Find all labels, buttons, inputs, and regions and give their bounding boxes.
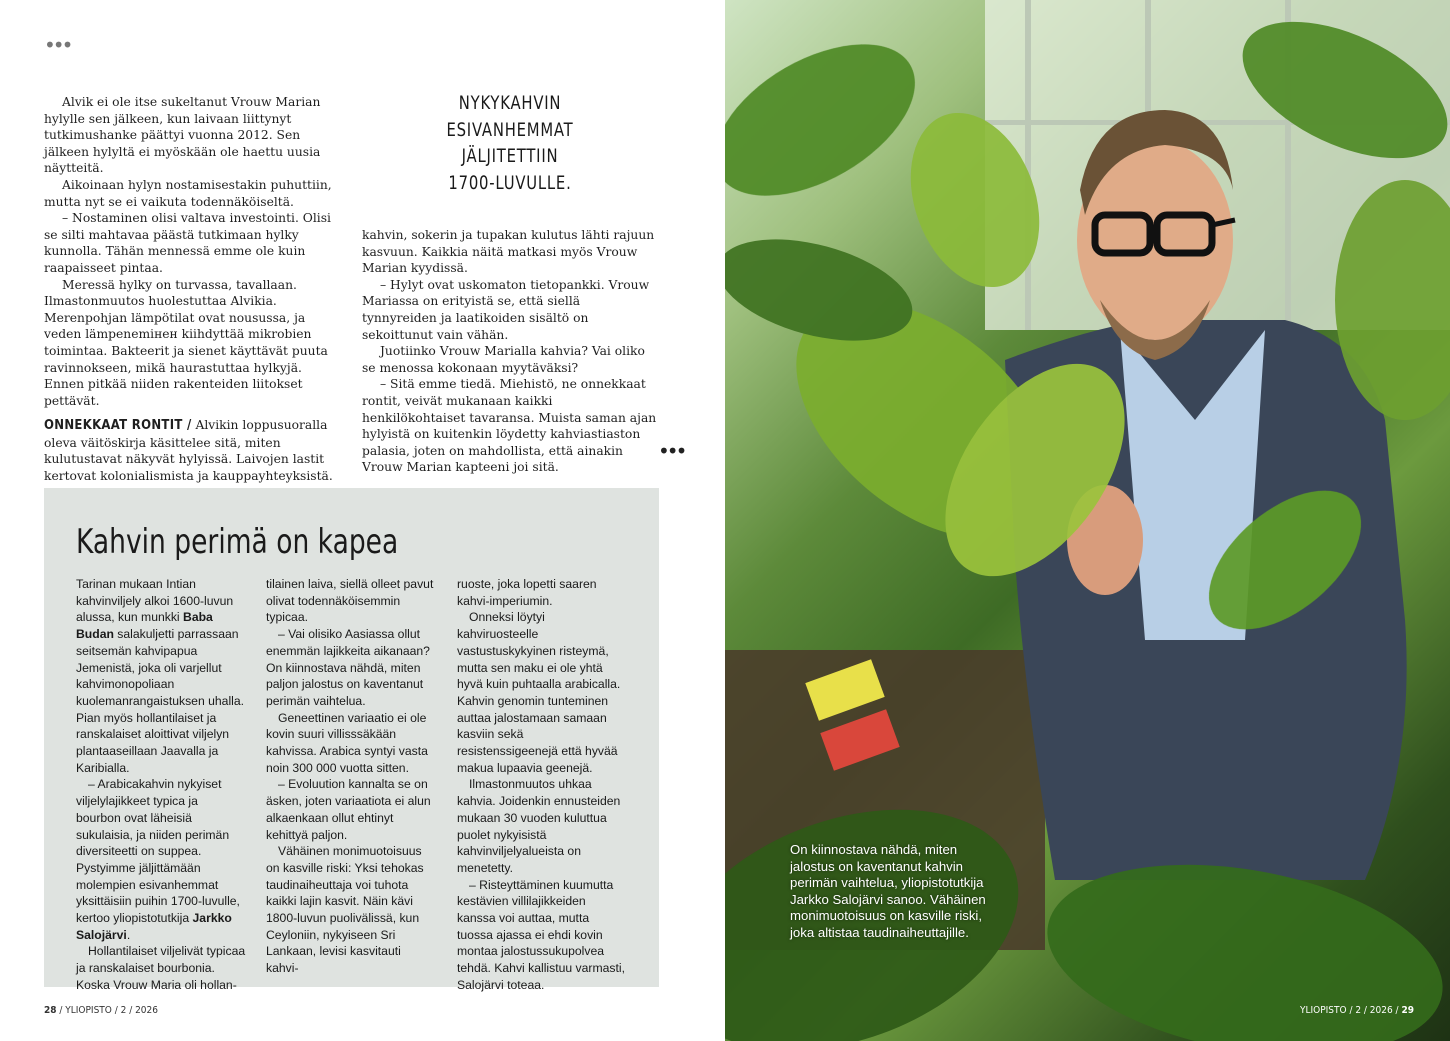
box-paragraph: Vähäinen monimuotoisuus on kasville riski: Yksi tehokas taudinaiheuttaja voi tuhota kaikki lajin kasvit. Näin kävi 1800-luvun puolivälissä, kun Ceyloniin, nykyiseen Sri Lankaan, levisi kasvitauti kahvi- <box>266 844 424 976</box>
box-column-1 <box>76 576 246 994</box>
folio-left <box>44 1005 158 1016</box>
paragraph: Alvik ei ole itse sukeltanut Vrouw Marian hylylle sen jälkeen, kun laivaan liittynyt tutkimushanke päättyi vuonna 2012. Sen jälkeen hylyltä ei myöskään ole haettu uusia näytteitä. <box>44 95 321 176</box>
paragraph: Aikoinaan hylyn nostamisestakin puhuttiin, mutta nyt se ei vaikuta todennäköiseltä. <box>44 177 332 209</box>
photo-caption: On kiinnostava nähdä, miten jalostus on kaventanut kahvin perimän vaihtelua, yliopistotutkija Jarkko Salojärvi sanoo. Vähäinen monimuotoisuus on kasville riski, joka altistaa taudinaiheuttajille. <box>790 842 986 940</box>
box-paragraph: Ilmastonmuutos uhkaa kahvia. Joidenkin ennusteiden mukaan 30 vuoden kuluttua puolet nykyisistä kahvinviljelyalueista on menetetty. <box>457 777 621 875</box>
box-paragraph: Onneksi löytyi kahviruosteelle vastustuskykyinen risteymä, mutta sen maku ei ole yhtä hyvä kuin puhtaalla arabicalla. Kahvin genomin tunteminen auttaa jalostamaan samaan kasviin sekä resistenssigeenejä että hyvää makua lupaavia geenejä. <box>457 610 621 775</box>
page-number: 28 <box>44 1005 57 1016</box>
box-paragraph: – Risteyttäminen kuumutta kestävien villilajikkeiden kanssa voi auttaa, mutta tuossa ajassa ei ehdi kovin montaa jalostussukupolvea tehdä. Kahvi kallistuu varmasti, Salojärvi toteaa. <box>457 877 625 992</box>
box-paragraph: Geneettinen variaatio ei ole kovin suuri villisssäkään kahvissa. Arabica syntyi vasta noin 300 000 vuotta sitten. <box>266 710 428 775</box>
box-paragraph: – Vai olisiko Aasiassa ollut enemmän lajikkeita aikanaan? On kiinnostava nähdä, miten paljon jalostus on kaventanut perimän vaihtelua. <box>266 627 430 708</box>
folio-right <box>1300 1005 1414 1016</box>
pull-quote-line: ESIVANHEMMAT <box>446 118 574 141</box>
photo-page <box>725 0 1450 1041</box>
box-paragraph: ruoste, joka lopetti saaren kahvi-imperiumin. <box>457 577 597 608</box>
pull-quote-line: 1700-LUVULLE. <box>448 171 572 194</box>
box-paragraph: – Arabicakahvin nykyiset viljelylajikkeet typica ja bourbon ovat läheisiä sukulaisia, ja niiden perimän diversiteetti on suppea. Pystyimme jäljittämään molempien esivanhemmat yksittäisiin puihin 1700-luvulle, kertoo yliopistotutkija Jarkko Salojärvi. <box>76 777 240 942</box>
box-column-2 <box>266 576 436 977</box>
pull-quote <box>428 90 592 196</box>
box-paragraph: – Evoluution kannalta se on äsken, joten variaatiota ei alun alkaenkaan ollut ehtinyt kehittyä paljon. <box>266 777 431 842</box>
paragraph: – Sitä emme tiedä. Miehistö, ne onnekkaat rontit, veivät mukanaan kaikki henkilökohtaiset tavaransa. Muista saman ajan hylyistä on kuitenkin löydetty kahviastiaston palasia, joten on mahdollista, että ainakin Vrouw Marian kapteeni joi sitä. <box>362 377 657 475</box>
page-number: 29 <box>1401 1005 1414 1016</box>
paragraph: – Nostaminen olisi valtava investointi. Olisi se silti mahtavaa päästä tutkimaan hylky kunnolla. Tähän mennessä emme ole kuin raapaisseet pintaa. <box>44 211 331 275</box>
article-column-1 <box>44 94 340 501</box>
section-dots: ••• <box>44 33 71 57</box>
paragraph: Meressä hylky on turvassa, tavallaan. Ilmastonmuutos huolestuttaa Alvikia. Merenpohjan lämpötilat ovat nousussa, ja veden lämpenemінен kiihdyttää mikrobien toimintaa. Bakteerit ja sienet käyttävät puuta ravinnokseen, mikä haurastuttaa hylkyjä. Ennen pitkää niiden rakenteiden liitokset pettävät. <box>44 277 328 408</box>
box-paragraph: Hollantilaiset viljelivät typicaa ja ranskalaiset bourbonia. Koska Vrouw Maria oli hollan- <box>76 944 246 992</box>
paragraph: Juotiinko Vrouw Marialla kahvia? Vai oliko se menossa kokonaan myytäväksi? <box>362 344 645 375</box>
box-column-3 <box>457 576 627 994</box>
person-name: Baba Budan <box>76 610 213 642</box>
end-dots: ••• <box>658 439 685 463</box>
folio-text: YLIOPISTO / 2 / 2026 / <box>1300 1005 1402 1016</box>
box-paragraph: Tarinan mukaan Intian kahvinviljely alkoi 1600-luvun alussa, kun munkki Baba Budan salakuljetti parrassaan seitsemän kahvipapua Jemenistä, joka oli varjellut kahvimonopoliaan kuolemanrangaistuksen uhalla. Pian myös hollantilaiset ja ranskalaiset aloittivat viljelyn plantaaseillaan Jaavalla ja Karibialla. <box>76 577 245 775</box>
subhead-text: Alvikin loppusuoralla oleva väitöskirja käsittelee sitä, miten kulutustavat näkyvät hylyissä. Laivojen lastit kertovat kolonialismista ja kauppayhteyksistä. <box>44 418 333 484</box>
subhead: ONNEKKAAT RONTIT / <box>44 418 192 434</box>
sidebar-box <box>44 488 659 992</box>
folio-text: / YLIOPISTO / 2 / 2026 <box>56 1005 158 1016</box>
pull-quote-line: JÄLJITETTIIN <box>461 145 559 167</box>
box-paragraph: tilainen laiva, siellä olleet pavut olivat todennäköisemmin typicaa. <box>266 577 434 625</box>
paragraph: – Hylyt ovat uskomaton tietopankki. Vrouw Mariassa on erityistä se, että siellä tynnyreiden ja laatikoiden sisältö on sekoittunut vain vähän. <box>362 277 650 342</box>
pull-quote-line: NYKYKAHVIN <box>458 92 562 114</box>
person-name: Jarkko Salojärvi <box>76 911 232 942</box>
box-title: Kahvin perimä on kapea <box>76 522 399 562</box>
paragraph: kahvin, sokerin ja tupakan kulutus lähti rajuun kasvuun. Kaikkia näitä matkasi myös Vrouw Marian kyydissä. <box>362 228 655 276</box>
article-column-2 <box>362 227 658 476</box>
